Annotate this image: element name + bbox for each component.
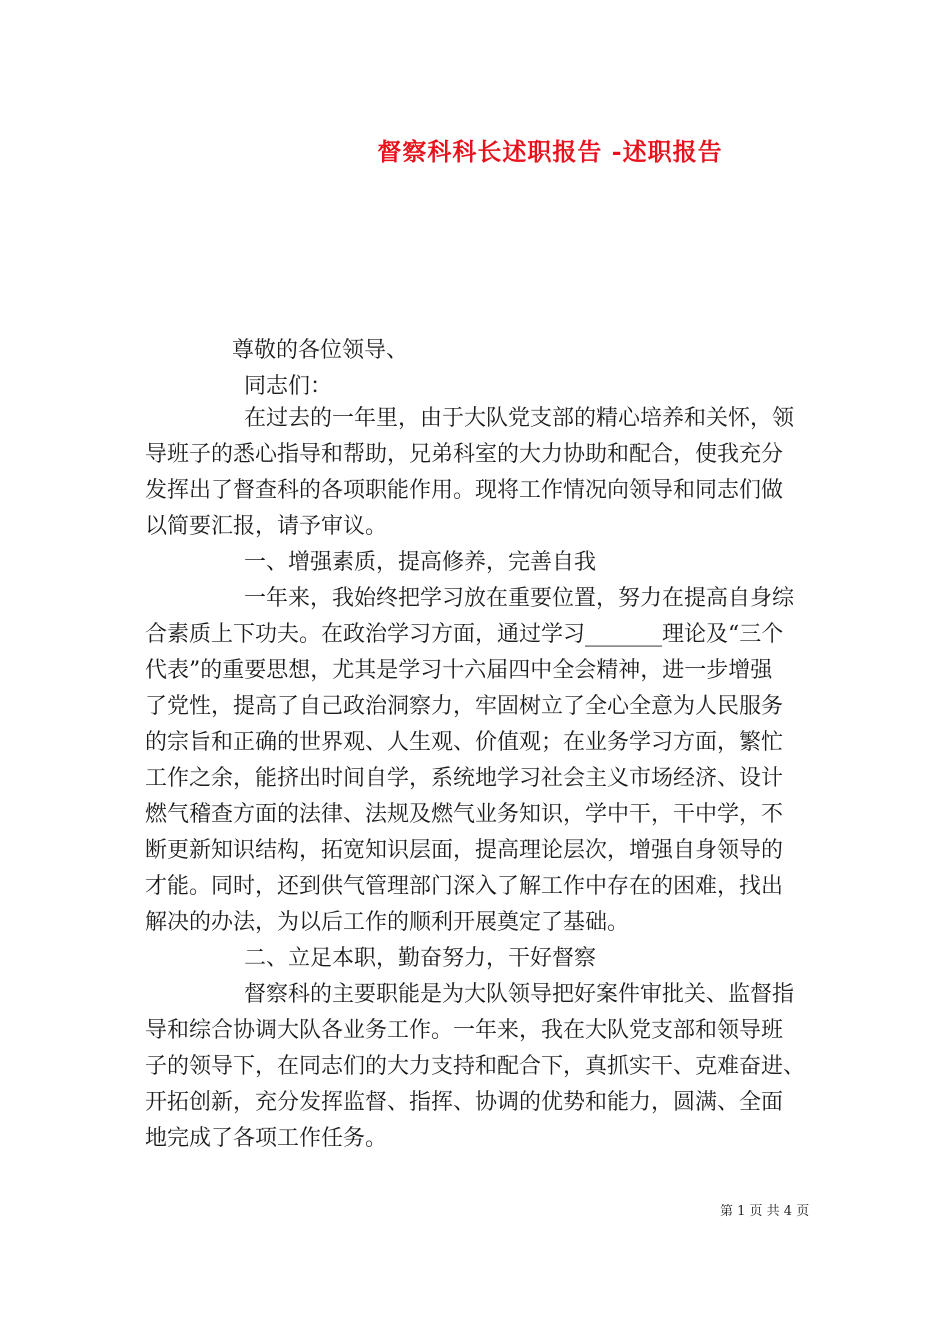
paragraph-line: 工作之余，能挤出时间自学，系统地学习社会主义市场经济、设计 [145,766,784,791]
paragraph-line: 导和综合协调大队各业务工作。一年来，我在大队党支部和领导班 [145,1018,784,1043]
paragraph-line: 在过去的一年里，由于大队党支部的精心培养和关怀，领 [244,406,795,431]
paragraph-line: 合素质上下功夫。在政治学习方面，通过学习_______理论及“三个 [145,622,784,647]
paragraph-line: 子的领导下，在同志们的大力支持和配合下，真抓实干、克难奋进、 [145,1054,806,1079]
paragraph-line: 断更新知识结构，拓宽知识层面，提高理论层次，增强自身领导的 [145,838,784,863]
paragraph-line: 以简要汇报，请予审议。 [145,514,388,539]
section-heading: 一、增强素质，提高修养，完善自我 [244,550,597,575]
paragraph-line: 了党性，提高了自己政治洞察力，牢固树立了全心全意为人民服务 [145,694,784,719]
paragraph-line: 代表”的重要思想，尤其是学习十六届四中全会精神，进一步增强 [145,658,773,683]
paragraph-line: 的宗旨和正确的世界观、人生观、价值观；在业务学习方面，繁忙 [145,730,784,755]
paragraph-line: 开拓创新，充分发挥监督、指挥、协调的优势和能力，圆满、全面 [145,1090,784,1115]
paragraph-line: 才能。同时，还到供气管理部门深入了解工作中存在的困难，找出 [145,874,784,899]
paragraph-line: 燃气稽查方面的法律、法规及燃气业务知识，学中干，干中学，不 [145,802,784,827]
paragraph-line: 解决的办法，为以后工作的顺利开展奠定了基础。 [145,910,630,935]
paragraph-line: 一年来，我始终把学习放在重要位置，努力在提高自身综 [244,586,795,611]
page-title: 督察科科长述职报告 -述职报告 [377,137,723,166]
paragraph-line: 发挥出了督查科的各项职能作用。现将工作情况向领导和同志们做 [145,478,784,503]
paragraph-line: 同志们： [244,374,333,399]
section-heading: 二、立足本职，勤奋努力，干好督察 [244,946,597,971]
paragraph-line: 尊敬的各位领导、 [232,338,409,363]
paragraph-line: 地完成了各项工作任务。 [145,1126,388,1151]
paragraph-line: 导班子的悉心指导和帮助，兄弟科室的大力协助和配合，使我充分 [145,442,784,467]
paragraph-line: 督察科的主要职能是为大队领导把好案件审批关、监督指 [244,982,795,1007]
page-number-footer: 第 1 页 共 4 页 [720,1204,810,1219]
